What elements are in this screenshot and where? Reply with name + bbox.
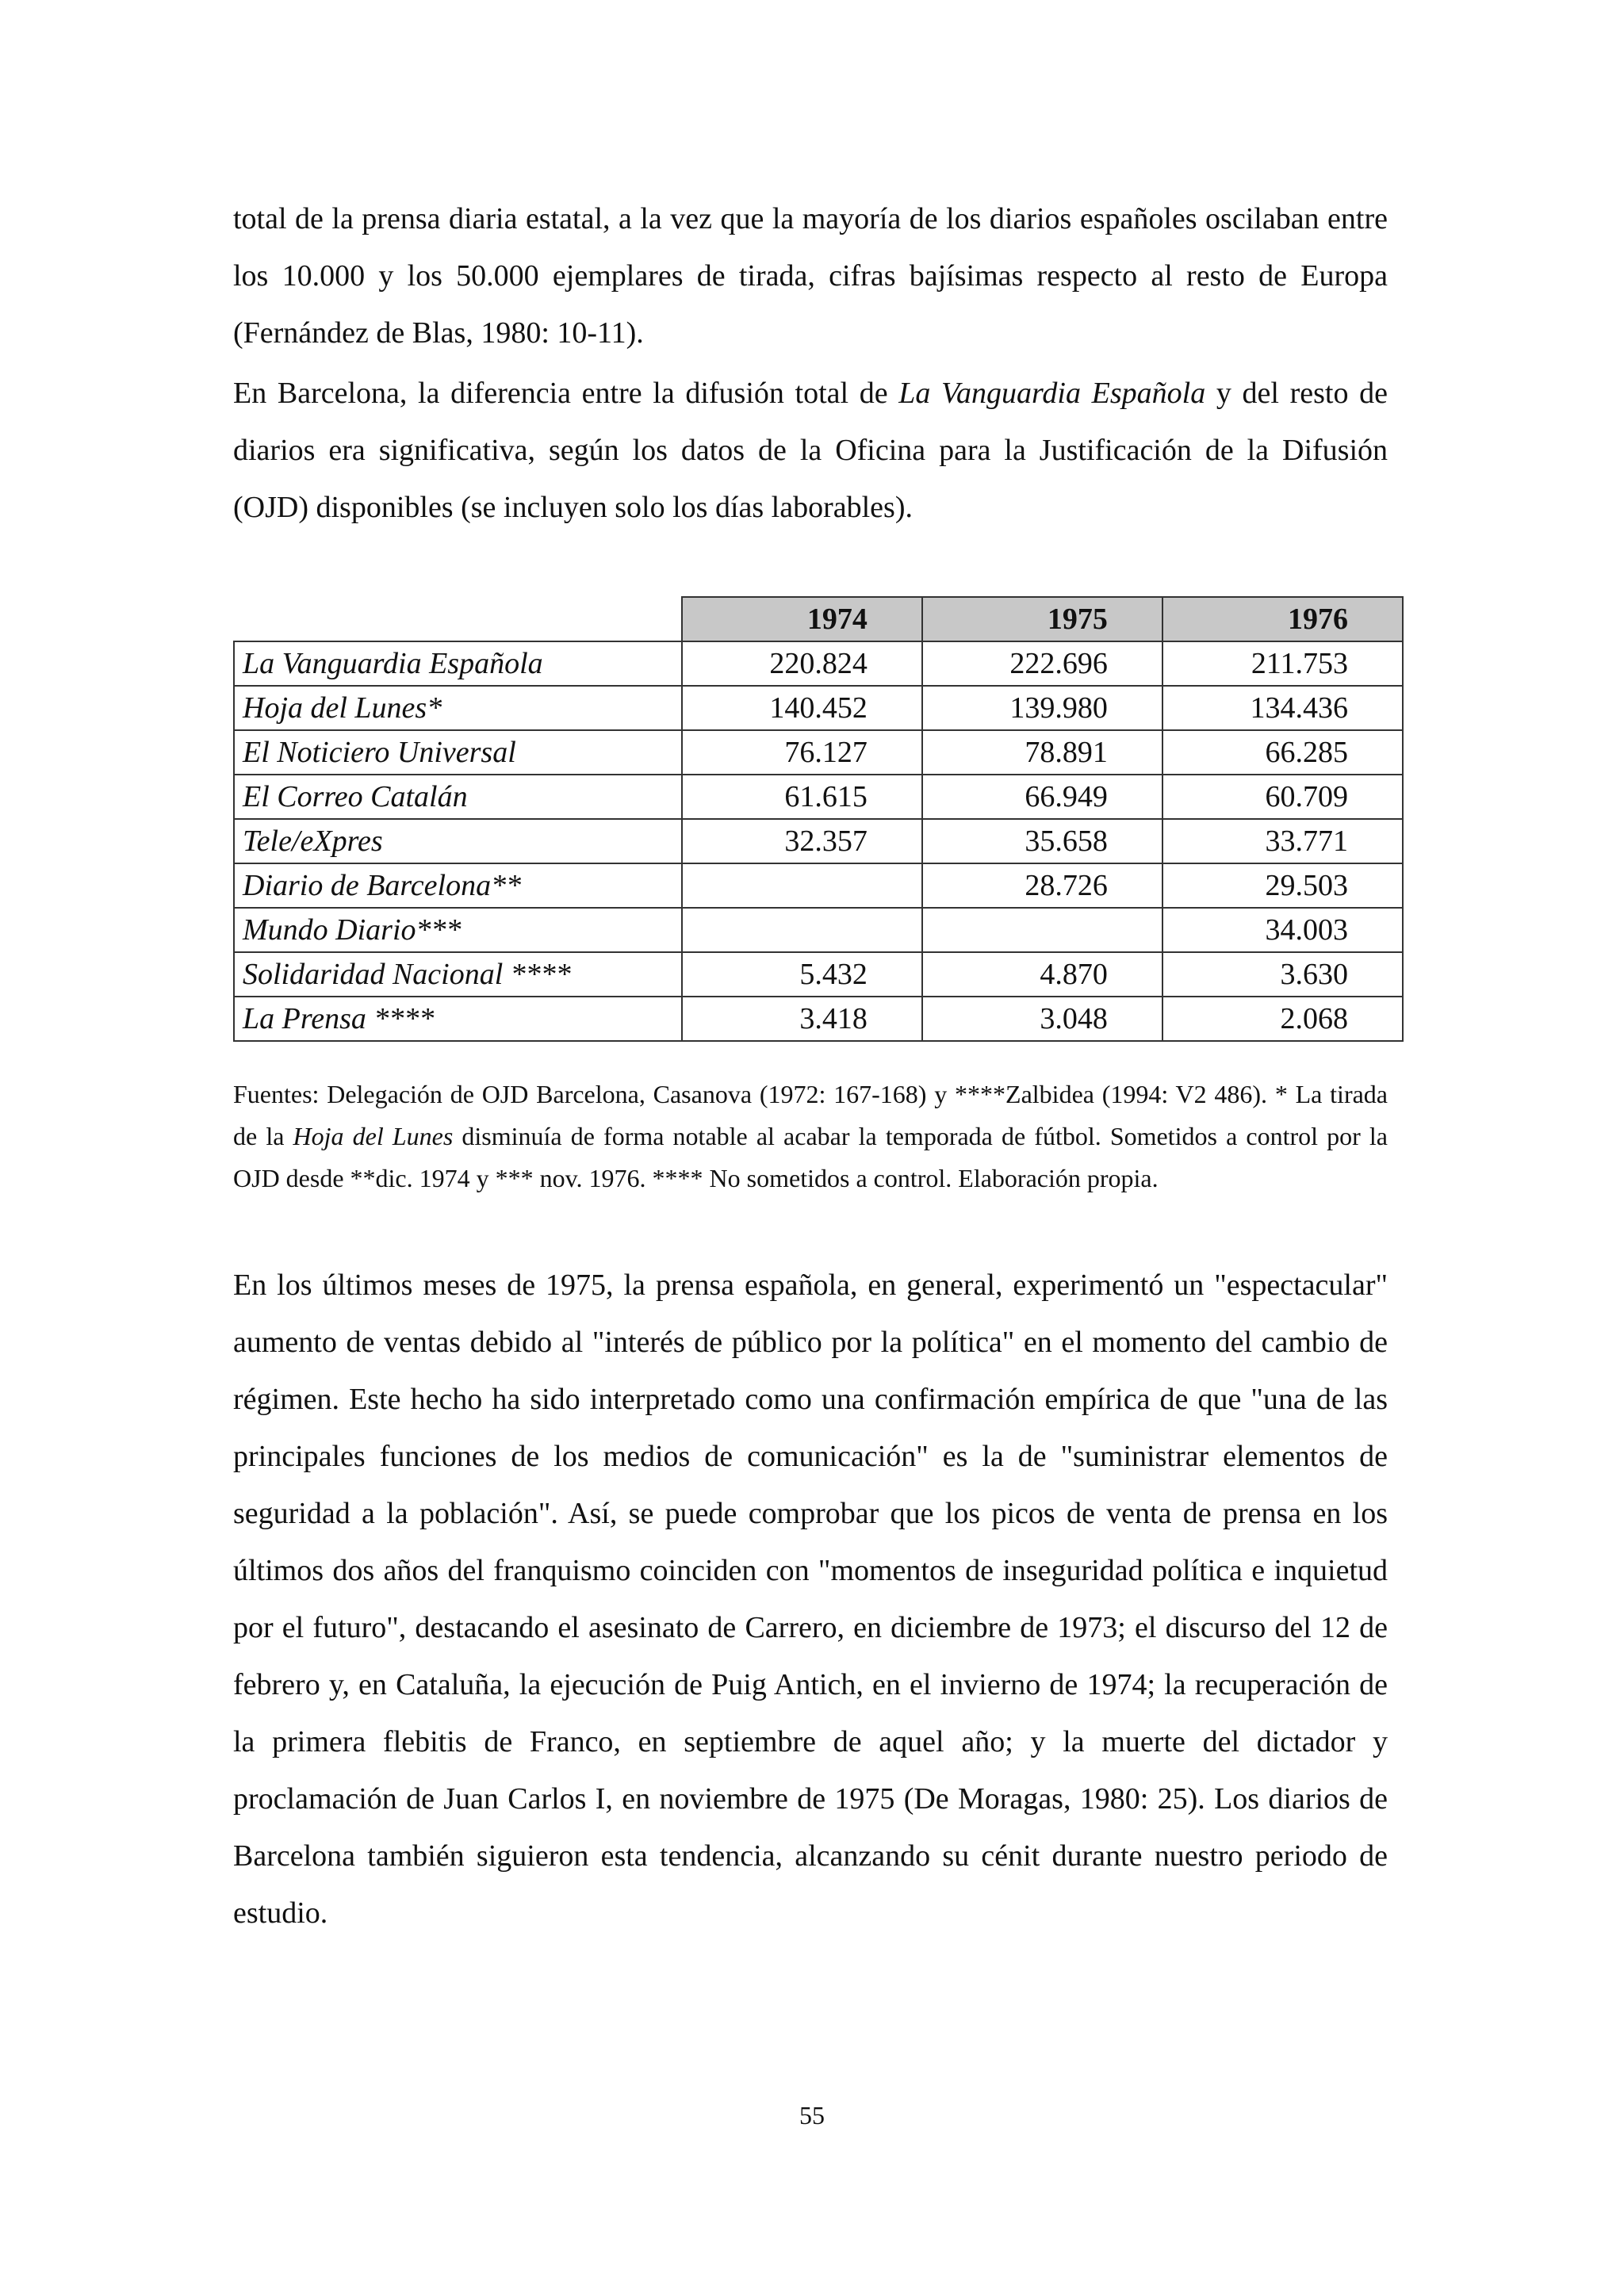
table-row [234, 686, 1403, 730]
value-1974: 5.432 [682, 952, 922, 997]
intro-paragraph-2-start: En Barcelona, la diferencia entre la difusión total de [233, 377, 899, 410]
sources-start: Fuentes: Delegación de OJD Barcelona, Casanova (1972: 167-168) y ****Zalbidea (1994: V2 486). * La tirada de la [233, 1080, 1388, 1150]
intro-paragraph-1: total de la prensa diaria estatal, a la vez que la mayoría de los diarios españoles oscilaban entre los 10.000 y los 50.000 ejemplares de tirada, cifras bajísimas respecto al resto de Europa (Fernández de Blas, 1980: 10-11). [233, 202, 1388, 350]
value-1974: 32.357 [682, 819, 922, 863]
value-1974: 61.615 [682, 775, 922, 819]
value-1976: 2.068 [1162, 997, 1403, 1041]
newspaper-name: Hoja del Lunes* [234, 686, 682, 730]
table-header-1975: 1975 [922, 597, 1162, 641]
value-1975: 66.949 [922, 775, 1162, 819]
value-1974: 140.452 [682, 686, 922, 730]
newspaper-name: Tele/eXpres [234, 819, 682, 863]
value-1974: 3.418 [682, 997, 922, 1041]
newspaper-title: La Vanguardia Española [898, 377, 1206, 410]
value-1976: 66.285 [1162, 730, 1403, 775]
table-row [234, 819, 1403, 863]
value-1974 [682, 863, 922, 908]
table-row [234, 952, 1403, 997]
value-1975: 35.658 [922, 819, 1162, 863]
value-1976: 60.709 [1162, 775, 1403, 819]
table-header-row [234, 597, 1403, 641]
newspaper-name: Solidaridad Nacional **** [234, 952, 682, 997]
page-content [233, 190, 1388, 1942]
value-1974 [682, 908, 922, 952]
intro-paragraph-2-end: y del resto de diarios era significativa, según los datos de la Oficina para la Justificación de la Difusión (OJD) disponibles (se incluyen solo los días laborables). [233, 377, 1388, 524]
value-1975: 139.980 [922, 686, 1162, 730]
table-row [234, 997, 1403, 1041]
value-1976: 3.630 [1162, 952, 1403, 997]
value-1976: 134.436 [1162, 686, 1403, 730]
value-1975: 3.048 [922, 997, 1162, 1041]
newspaper-name: El Correo Catalán [234, 775, 682, 819]
value-1974: 76.127 [682, 730, 922, 775]
newspaper-name: Diario de Barcelona** [234, 863, 682, 908]
value-1976: 34.003 [1162, 908, 1403, 952]
value-1976: 33.771 [1162, 819, 1403, 863]
table-header-blank [234, 597, 682, 641]
value-1975 [922, 908, 1162, 952]
table-row [234, 730, 1403, 775]
sources-end: disminuía de forma notable al acabar la temporada de fútbol. Sometidos a control por la OJD desde **dic. 1974 y *** nov. 1976. **** No sometidos a control. Elaboración propia. [233, 1122, 1388, 1192]
body-paragraph: En los últimos meses de 1975, la prensa española, en general, experimentó un "espectacular" aumento de ventas debido al "interés de público por la política" en el momento del cambio de régimen. Este hecho ha sido interpretado como una confirmación empírica de que "una de las principales funciones de los medios de comunicación" es la de "suministrar elementos de seguridad a la población". Así, se puede comprobar que los picos de venta de prensa en los últimos dos años del franquismo coinciden con "momentos de inseguridad política e inquietud por el futuro", destacando el asesinato de Carrero, en diciembre de 1973; el discurso del 12 de febrero y, en Cataluña, la ejecución de Puig Antich, en el invierno de 1974; la recuperación de la primera flebitis de Franco, en septiembre de aquel año; y la muerte del dictador y proclamación de Juan Carlos I, en noviembre de 1975 (De Moragas, 1980: 25). Los diarios de Barcelona también siguieron esta tendencia, alcanzando su cénit durante nuestro periodo de estudio. [233, 1269, 1388, 1930]
value-1976: 211.753 [1162, 641, 1403, 686]
value-1975: 4.870 [922, 952, 1162, 997]
page-number: 55 [799, 2101, 825, 2130]
value-1975: 78.891 [922, 730, 1162, 775]
table-row [234, 863, 1403, 908]
table-row [234, 641, 1403, 686]
circulation-table [233, 596, 1404, 1042]
newspaper-name: El Noticiero Universal [234, 730, 682, 775]
value-1975: 28.726 [922, 863, 1162, 908]
table-header-1976: 1976 [1162, 597, 1403, 641]
table-row [234, 908, 1403, 952]
value-1976: 29.503 [1162, 863, 1403, 908]
table-header-1974: 1974 [682, 597, 922, 641]
sources-newspaper-title: Hoja del Lunes [293, 1122, 454, 1150]
table-row [234, 775, 1403, 819]
value-1974: 220.824 [682, 641, 922, 686]
intro-paragraph-2 [233, 365, 1388, 536]
newspaper-name: Mundo Diario*** [234, 908, 682, 952]
newspaper-name: La Vanguardia Española [234, 641, 682, 686]
value-1975: 222.696 [922, 641, 1162, 686]
table-sources-note [233, 1073, 1388, 1200]
newspaper-name: La Prensa **** [234, 997, 682, 1041]
